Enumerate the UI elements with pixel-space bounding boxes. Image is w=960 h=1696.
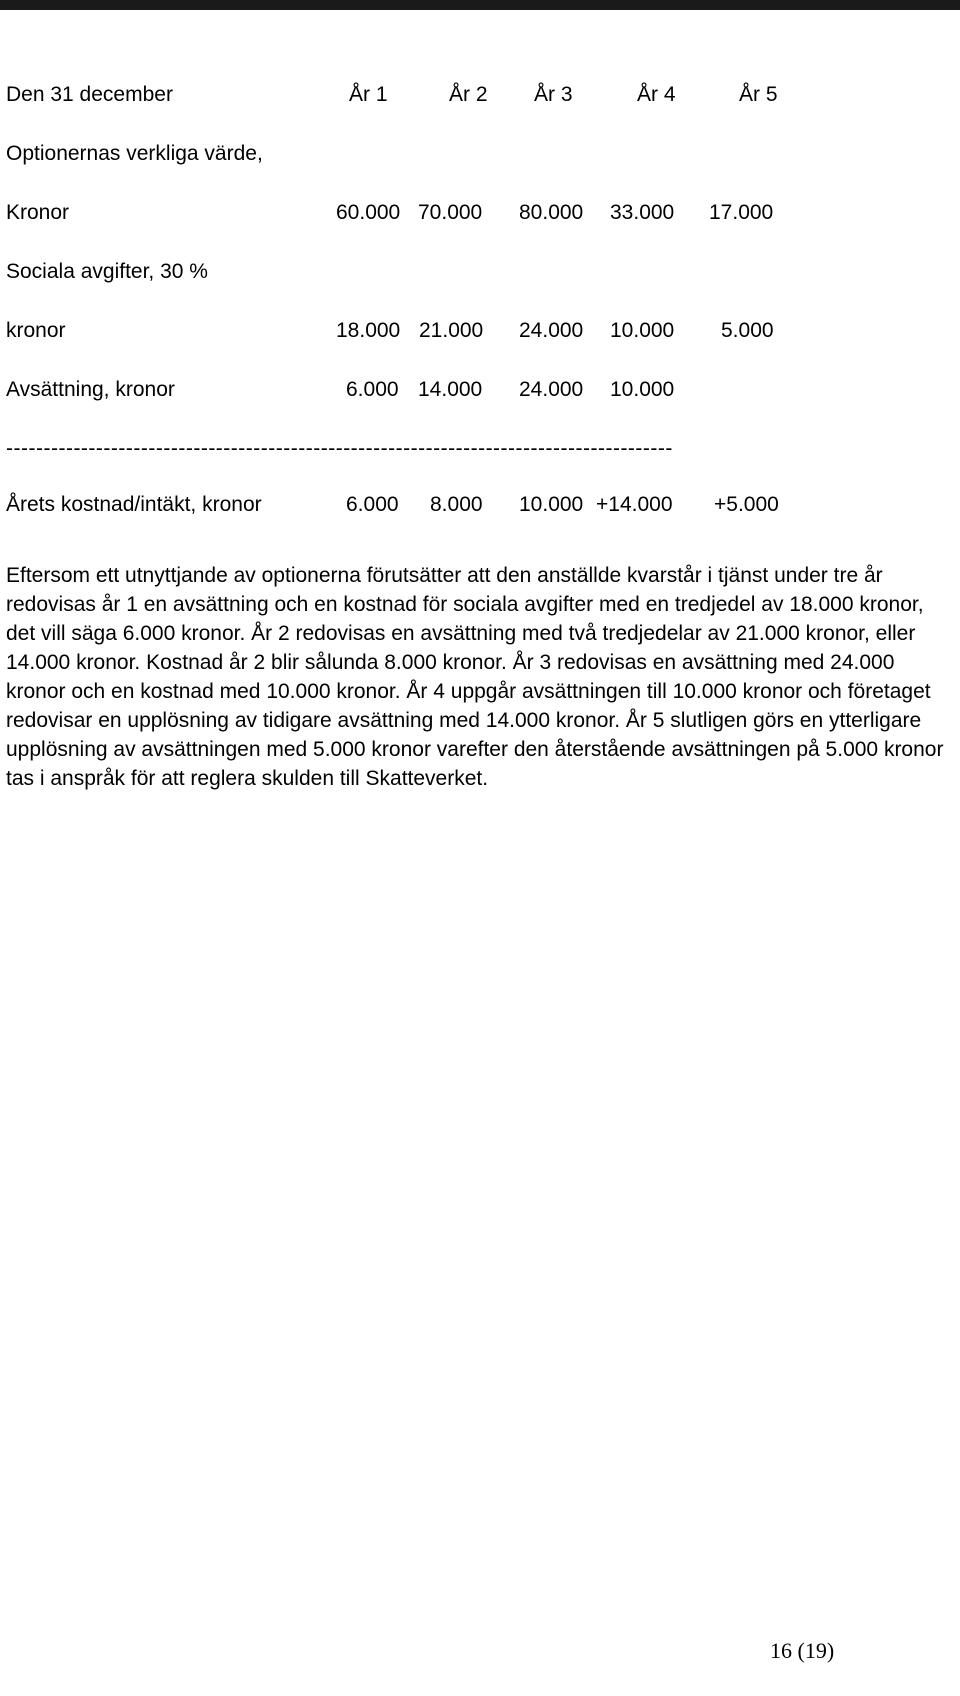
table-cell: 6.000 (346, 493, 399, 516)
table-cell: 10.000 (610, 319, 675, 342)
year-5-header: År 5 (739, 83, 778, 106)
year-3-header: År 3 (534, 83, 573, 106)
row-label: Sociala avgifter, 30 % (6, 260, 208, 283)
row-label: kronor (6, 319, 66, 342)
explanation-paragraph: Eftersom ett utnyttjande av optionerna förutsätter att den anställde kvarstår i tjänst under tre år redovisas år 1 en avsättning och en kostnad för sociala avgifter med en tredjedel av 18.000 kronor, det vill säga 6.000 kronor. År 2 redovisas en avsättning med två tredjedelar av 21.000 kronor, eller 14.000 kronor. Kostnad år 2 blir sålunda 8.000 kronor. År 3 redovisas en avsättning med 24.000 kronor och en kostnad med 10.000 kronor. År 4 uppgår avsättningen till 10.000 kronor och företaget redovisar en upplösning av tidigare avsättning med 14.000 kronor. År 5 slutligen görs en ytterligare upplösning av avsättningen med 5.000 kronor varefter den återstående avsättningen på 5.000 kronor tas i anspråk för att reglera skulden till Skatteverket. (6, 564, 944, 790)
table-cell: 14.000 (418, 378, 483, 401)
table-cell: +5.000 (714, 493, 779, 516)
page-number: 16 (19) (770, 1638, 835, 1663)
table-cell: 8.000 (430, 493, 483, 516)
table-cell: 5.000 (721, 319, 774, 342)
row-label: Optionernas verkliga värde, (6, 142, 263, 165)
table-cell: 80.000 (519, 201, 584, 224)
table-row (6, 259, 946, 318)
dashed-separator: ----------------------------------------------------------------------------------------- (6, 437, 673, 460)
table-cell: 17.000 (709, 201, 774, 224)
top-rule (0, 0, 960, 10)
table-cell: 10.000 (519, 493, 584, 516)
table-row (6, 141, 946, 200)
table-header-row (6, 82, 946, 141)
table-row (6, 200, 946, 259)
table-cell: 60.000 (336, 201, 401, 224)
table-row (6, 318, 946, 377)
document-body (6, 82, 946, 814)
year-2-header: År 2 (449, 83, 488, 106)
year-1-header: År 1 (349, 83, 388, 106)
table-cell: 21.000 (419, 319, 484, 342)
row-label: Avsättning, kronor (6, 378, 175, 401)
table-cell: +14.000 (596, 493, 673, 516)
row-label: Kronor (6, 201, 70, 224)
table-cell: 6.000 (346, 378, 399, 401)
total-label: Årets kostnad/intäkt, kronor (6, 493, 262, 516)
year-4-header: År 4 (637, 83, 676, 106)
table-cell: 10.000 (610, 378, 675, 401)
table-cell: 33.000 (610, 201, 675, 224)
table-header-label: Den 31 december (6, 83, 173, 106)
table-row (6, 377, 946, 436)
table-cell: 24.000 (519, 319, 584, 342)
table-cell: 18.000 (336, 319, 401, 342)
table-cell: 70.000 (418, 201, 483, 224)
table-total-row (6, 492, 946, 551)
table-cell: 24.000 (519, 378, 584, 401)
